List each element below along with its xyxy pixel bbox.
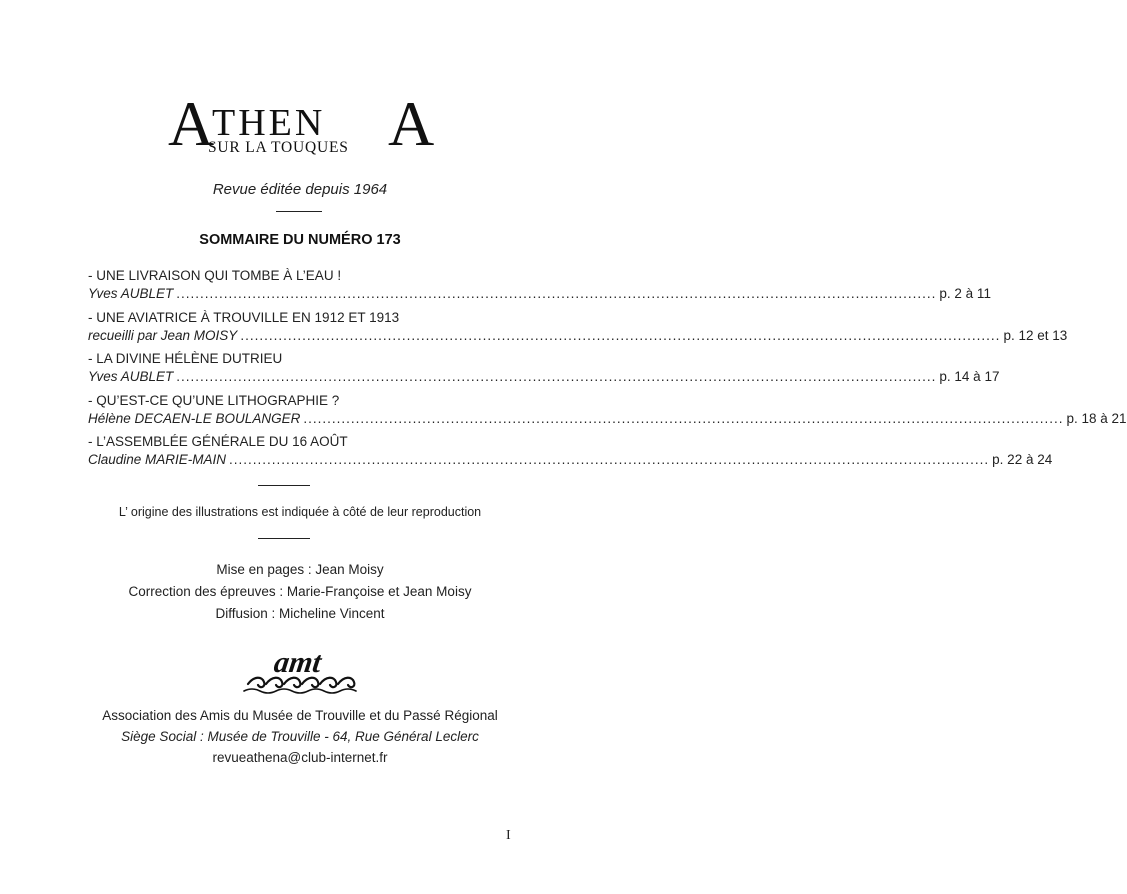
- toc-entry-title: - L’ASSEMBLÉE GÉNÉRALE DU 16 AOÛT: [88, 434, 348, 449]
- toc-entry-author: Hélène DECAEN-LE BOULANGER: [88, 410, 301, 426]
- association-name: Association des Amis du Musée de Trouville et du Passé Régional: [102, 708, 498, 723]
- toc-entry-author: Yves AUBLET: [88, 369, 174, 384]
- masthead: [0, 88, 600, 162]
- divider: [258, 538, 310, 539]
- toc-entry: [88, 309, 1068, 351]
- toc-entry-line: [88, 368, 1000, 385]
- tagline: Revue éditée depuis 1964: [212, 181, 388, 198]
- page-number: I: [506, 828, 511, 843]
- credit-layout: Mise en pages : Jean Moisy: [216, 562, 384, 577]
- masthead-title: THEN: [212, 102, 326, 144]
- divider: [258, 485, 310, 486]
- toc-entry: [88, 433, 1053, 475]
- toc-entry-author: Claudine MARIE-MAIN: [88, 452, 227, 467]
- association-address: Siège Social : Musée de Trouville - 64, Rue Général Leclerc: [121, 729, 479, 744]
- table-of-contents: [88, 267, 1127, 475]
- toc-dot-leader: ................................................................................................................................................................: [303, 410, 1064, 426]
- toc-entry-title: - QU’EST-CE QU’UNE LITHOGRAPHIE ?: [88, 392, 340, 408]
- toc-entry-title: - LA DIVINE HÉLÈNE DUTRIEU: [88, 351, 283, 366]
- logo-text: amt: [272, 645, 324, 679]
- toc-entry: [88, 350, 1000, 392]
- toc-entry-pages: p. 22 à 24: [992, 452, 1053, 467]
- toc-entry-author: recueilli par Jean MOISY: [88, 327, 238, 343]
- toc-dot-leader: ................................................................................................................................................................: [176, 286, 937, 301]
- toc-entry-line: [88, 451, 1053, 468]
- masthead-letter-a-right: A: [388, 88, 435, 159]
- toc-entry-title: - UNE LIVRAISON QUI TOMBE À L’EAU !: [88, 268, 342, 283]
- divider: [276, 211, 322, 212]
- toc-entry: [88, 392, 1127, 434]
- toc-entry-pages: p. 18 à 21: [1066, 410, 1127, 426]
- toc-entry-title: - UNE AVIATRICE À TROUVILLE EN 1912 ET 1913: [88, 309, 400, 325]
- credits: [0, 559, 600, 625]
- toc-entry-line: [88, 327, 1068, 344]
- toc-entry-line: [88, 285, 991, 302]
- association-info: [0, 705, 600, 768]
- toc-entry-pages: p. 14 à 17: [939, 369, 1000, 384]
- amt-wave-logo: [240, 646, 360, 696]
- toc-entry-line: [88, 410, 1127, 427]
- toc-dot-leader: ................................................................................................................................................................: [229, 452, 990, 467]
- toc-entry-author: Yves AUBLET: [88, 286, 174, 301]
- toc-title: SOMMAIRE DU NUMÉRO 173: [199, 232, 401, 248]
- credit-proofreading: Correction des épreuves : Marie-Françoise et Jean Moisy: [128, 584, 472, 599]
- toc-dot-leader: ................................................................................................................................................................: [176, 369, 937, 384]
- toc-dot-leader: ................................................................................................................................................................: [240, 327, 1001, 343]
- toc-entry: [88, 267, 991, 309]
- amt-logo-icon: [240, 646, 360, 696]
- association-email: revueathena@club-internet.fr: [212, 750, 388, 765]
- masthead-subtitle: SUR LA TOUQUES: [208, 139, 349, 156]
- toc-entry-pages: p. 2 à 11: [939, 286, 991, 301]
- masthead-letter-a-left: A: [168, 88, 215, 159]
- credit-distribution: Diffusion : Micheline Vincent: [215, 606, 385, 621]
- toc-entry-pages: p. 12 et 13: [1003, 327, 1068, 343]
- illustrations-note: L’ origine des illustrations est indiquée à côté de leur reproduction: [118, 505, 482, 519]
- wave-icon: [244, 678, 356, 693]
